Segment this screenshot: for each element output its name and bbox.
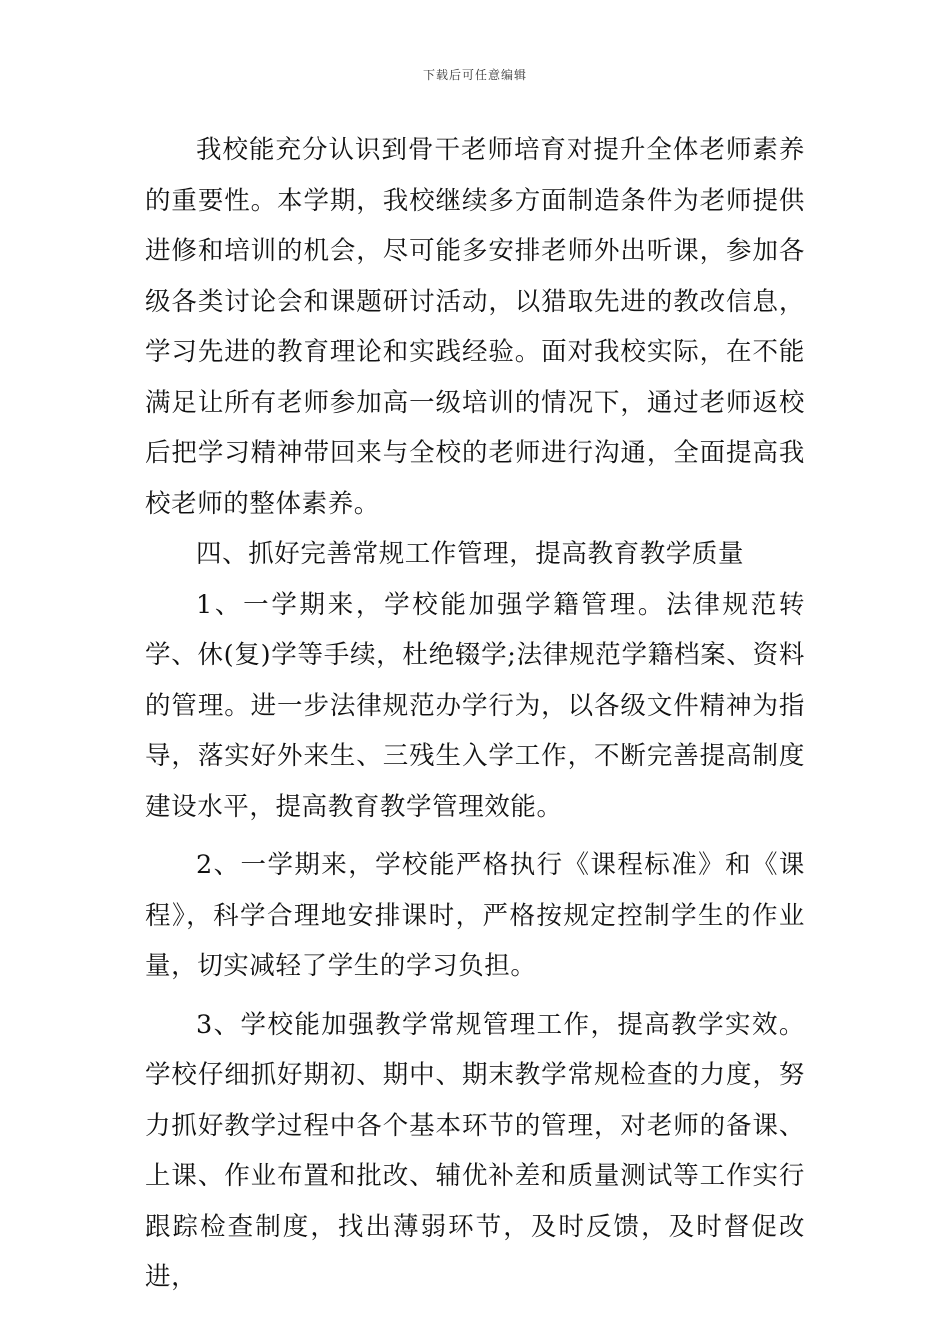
paragraph-teaching-routine: 3、学校能加强教学常规管理工作，提高教学实效。学校仔细抓好期初、期中、期末教学常规检查的力度，努力抓好教学过程中各个基本环节的管理，对老师的备课、上课、作业布置和批改、辅优补差和质量测试等工作实行跟踪检查制度，找出薄弱环节，及时反馈，及时督促改进， <box>145 1009 805 1292</box>
paragraph-teacher-training: 我校能充分认识到骨干老师培育对提升全体老师素养的重要性。本学期，我校继续多方面制造条件为老师提供进修和培训的机会，尽可能多安排老师外出听课，参加各级各类讨论会和课题研讨活动，以猎取先进的教改信息，学习先进的教育理论和实践经验。面对我校实际，在不能满足让所有老师参加高一级培训的情况下，通过老师返校后把学习精神带回来与全校的老师进行沟通，全面提高我校老师的整体素养。 <box>145 135 805 519</box>
header-note: 下载后可任意编辑 <box>422 68 527 82</box>
document-body <box>145 125 805 1303</box>
paragraph-student-records: 1、一学期来，学校能加强学籍管理。法律规范转学、休(复)学等手续，杜绝辍学;法律规范学籍档案、资料的管理。进一步法律规范办学行为，以各级文件精神为指导，落实好外来生、三残生入学工作，不断完善提高制度建设水平，提高教育教学管理效能。 <box>145 589 805 822</box>
section-heading-routine-management: 四、抓好完善常规工作管理，提高教育教学质量 <box>196 539 745 569</box>
paragraph-curriculum-standards: 2、一学期来，学校能严格执行《课程标准》和《课程》，科学合理地安排课时，严格按规定控制学生的作业量，切实减轻了学生的学习负担。 <box>145 850 805 981</box>
